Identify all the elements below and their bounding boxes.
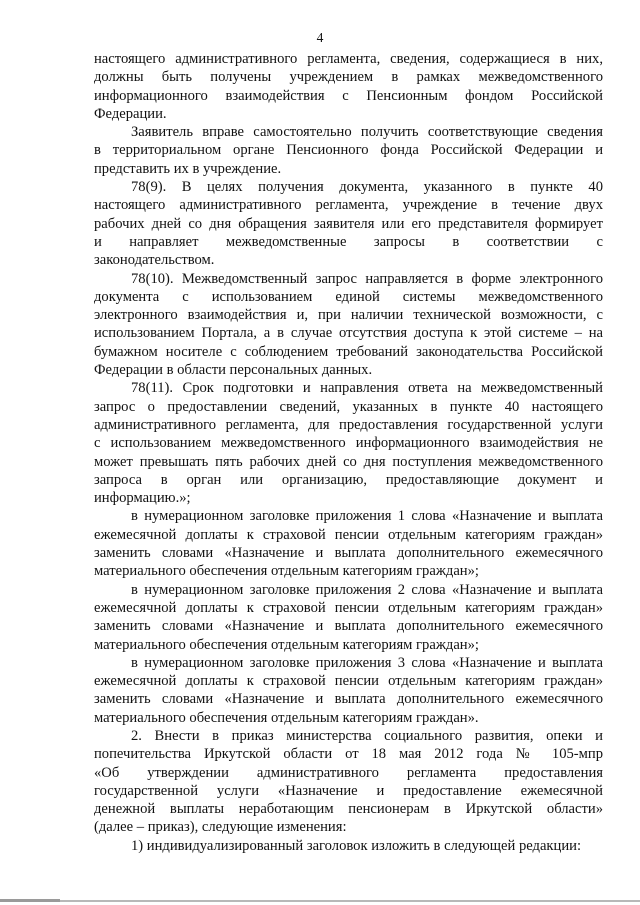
text-line: ежемесячной доплаты к страховой пенсии отдельным категориям граждан»: [94, 526, 603, 543]
paragraph: [94, 178, 603, 269]
scan-edge-mark: [0, 899, 60, 902]
text-line: в территориальном органе Пенсионного фонда Российской Федерации и: [94, 142, 603, 159]
text-line: материального обеспечения отдельным категориям граждан»;: [94, 636, 479, 653]
paragraph: [94, 507, 603, 580]
text-line: в нумерационном заголовке приложения 2 слова «Назначение и выплата: [131, 581, 603, 598]
text-line: запрос о предоставлении сведений, указанных в пункте 40 настоящего: [94, 398, 603, 415]
text-line: в нумерационном заголовке приложения 1 слова «Назначение и выплата: [131, 508, 603, 525]
text-line: может превышать пять рабочих дней со дня поступления межведомственного: [94, 453, 603, 470]
text-line: в нумерационном заголовке приложения 3 слова «Назначение и выплата: [131, 654, 603, 671]
text-line: бумажном носителе с соблюдением требований законодательства Российской: [94, 343, 603, 360]
paragraph: [94, 581, 603, 654]
text-line: и направляет межведомственные запросы в соответствии с: [94, 233, 603, 250]
text-line: настоящего административного регламента, сведения, содержащиеся в них,: [94, 51, 603, 67]
text-line: 78(10). Межведомственный запрос направляется в форме электронного: [131, 270, 603, 287]
text-line: документа с использованием единой системы межведомственного: [94, 288, 603, 305]
text-line: электронного взаимодействия и, при наличии технической возможности, с: [94, 307, 603, 324]
paragraph: [94, 123, 603, 178]
text-line: 78(9). В целях получения документа, указанного в пункте 40: [131, 179, 603, 196]
document-body: [94, 50, 603, 855]
text-line: «Об утверждении административного регламента предоставления: [94, 764, 603, 781]
text-line: Федерации.: [94, 105, 167, 122]
paragraph: [94, 379, 603, 507]
text-line: 1) индивидуализированный заголовок изложить в следующей редакции:: [131, 837, 581, 854]
paragraph: [94, 727, 603, 837]
text-line: материального обеспечения отдельным категориям граждан».: [94, 709, 479, 726]
text-line: административного регламента, для предоставления государственной услуги: [94, 416, 603, 433]
page-number: 4: [316, 30, 324, 45]
text-line: государственной услуги «Назначение и предоставление ежемесячной: [94, 782, 603, 799]
paragraph: [94, 654, 603, 727]
text-line: материального обеспечения отдельным категориям граждан»;: [94, 563, 479, 580]
text-line: денежной выплаты неработающим пенсионерам в Иркутской области»: [94, 801, 603, 818]
scan-edge-line: [0, 900, 640, 902]
text-line: представить их в учреждение.: [94, 160, 282, 177]
text-line: информацию.»;: [94, 490, 191, 507]
text-line: ежемесячной доплаты к страховой пенсии отдельным категориям граждан»: [94, 599, 603, 616]
paragraph: [94, 50, 603, 123]
paragraph: [94, 270, 603, 380]
text-line: заменить словами «Назначение и выплата дополнительного ежемесячного: [94, 691, 603, 708]
text-line: законодательством.: [94, 252, 215, 269]
text-line: должны быть получены учреждением в рамках межведомственного: [94, 69, 603, 86]
paragraph: [94, 837, 603, 855]
text-line: попечительства Иркутской области от 18 мая 2012 года № 105-мпр: [94, 746, 603, 763]
text-line: настоящего административного регламента, учреждение в течение двух: [94, 197, 603, 214]
text-line: ежемесячной доплаты к страховой пенсии отдельным категориям граждан»: [94, 673, 603, 690]
text-line: заменить словами «Назначение и выплата дополнительного ежемесячного: [94, 618, 603, 635]
text-line: 78(11). Срок подготовки и направления ответа на межведомственный: [131, 380, 603, 397]
text-line: с использованием межведомственного информационного взаимодействия не: [94, 435, 603, 452]
text-line: рабочих дней со дня обращения заявителя или его представителя формирует: [94, 215, 603, 232]
text-line: Заявитель вправе самостоятельно получить соответствующие сведения: [131, 124, 603, 141]
text-line: информационного взаимодействия с Пенсионным фондом Российской: [94, 87, 603, 104]
text-line: использованием Портала, а в случае отсутствия доступа к этой системе – на: [94, 325, 603, 342]
text-line: запроса в орган или организацию, предоставляющие документ и: [94, 471, 603, 488]
text-line: заменить словами «Назначение и выплата дополнительного ежемесячного: [94, 545, 603, 562]
text-line: (далее – приказ), следующие изменения:: [94, 819, 347, 836]
text-line: 2. Внести в приказ министерства социального развития, опеки и: [131, 727, 603, 744]
text-line: Федерации в области персональных данных.: [94, 362, 373, 379]
